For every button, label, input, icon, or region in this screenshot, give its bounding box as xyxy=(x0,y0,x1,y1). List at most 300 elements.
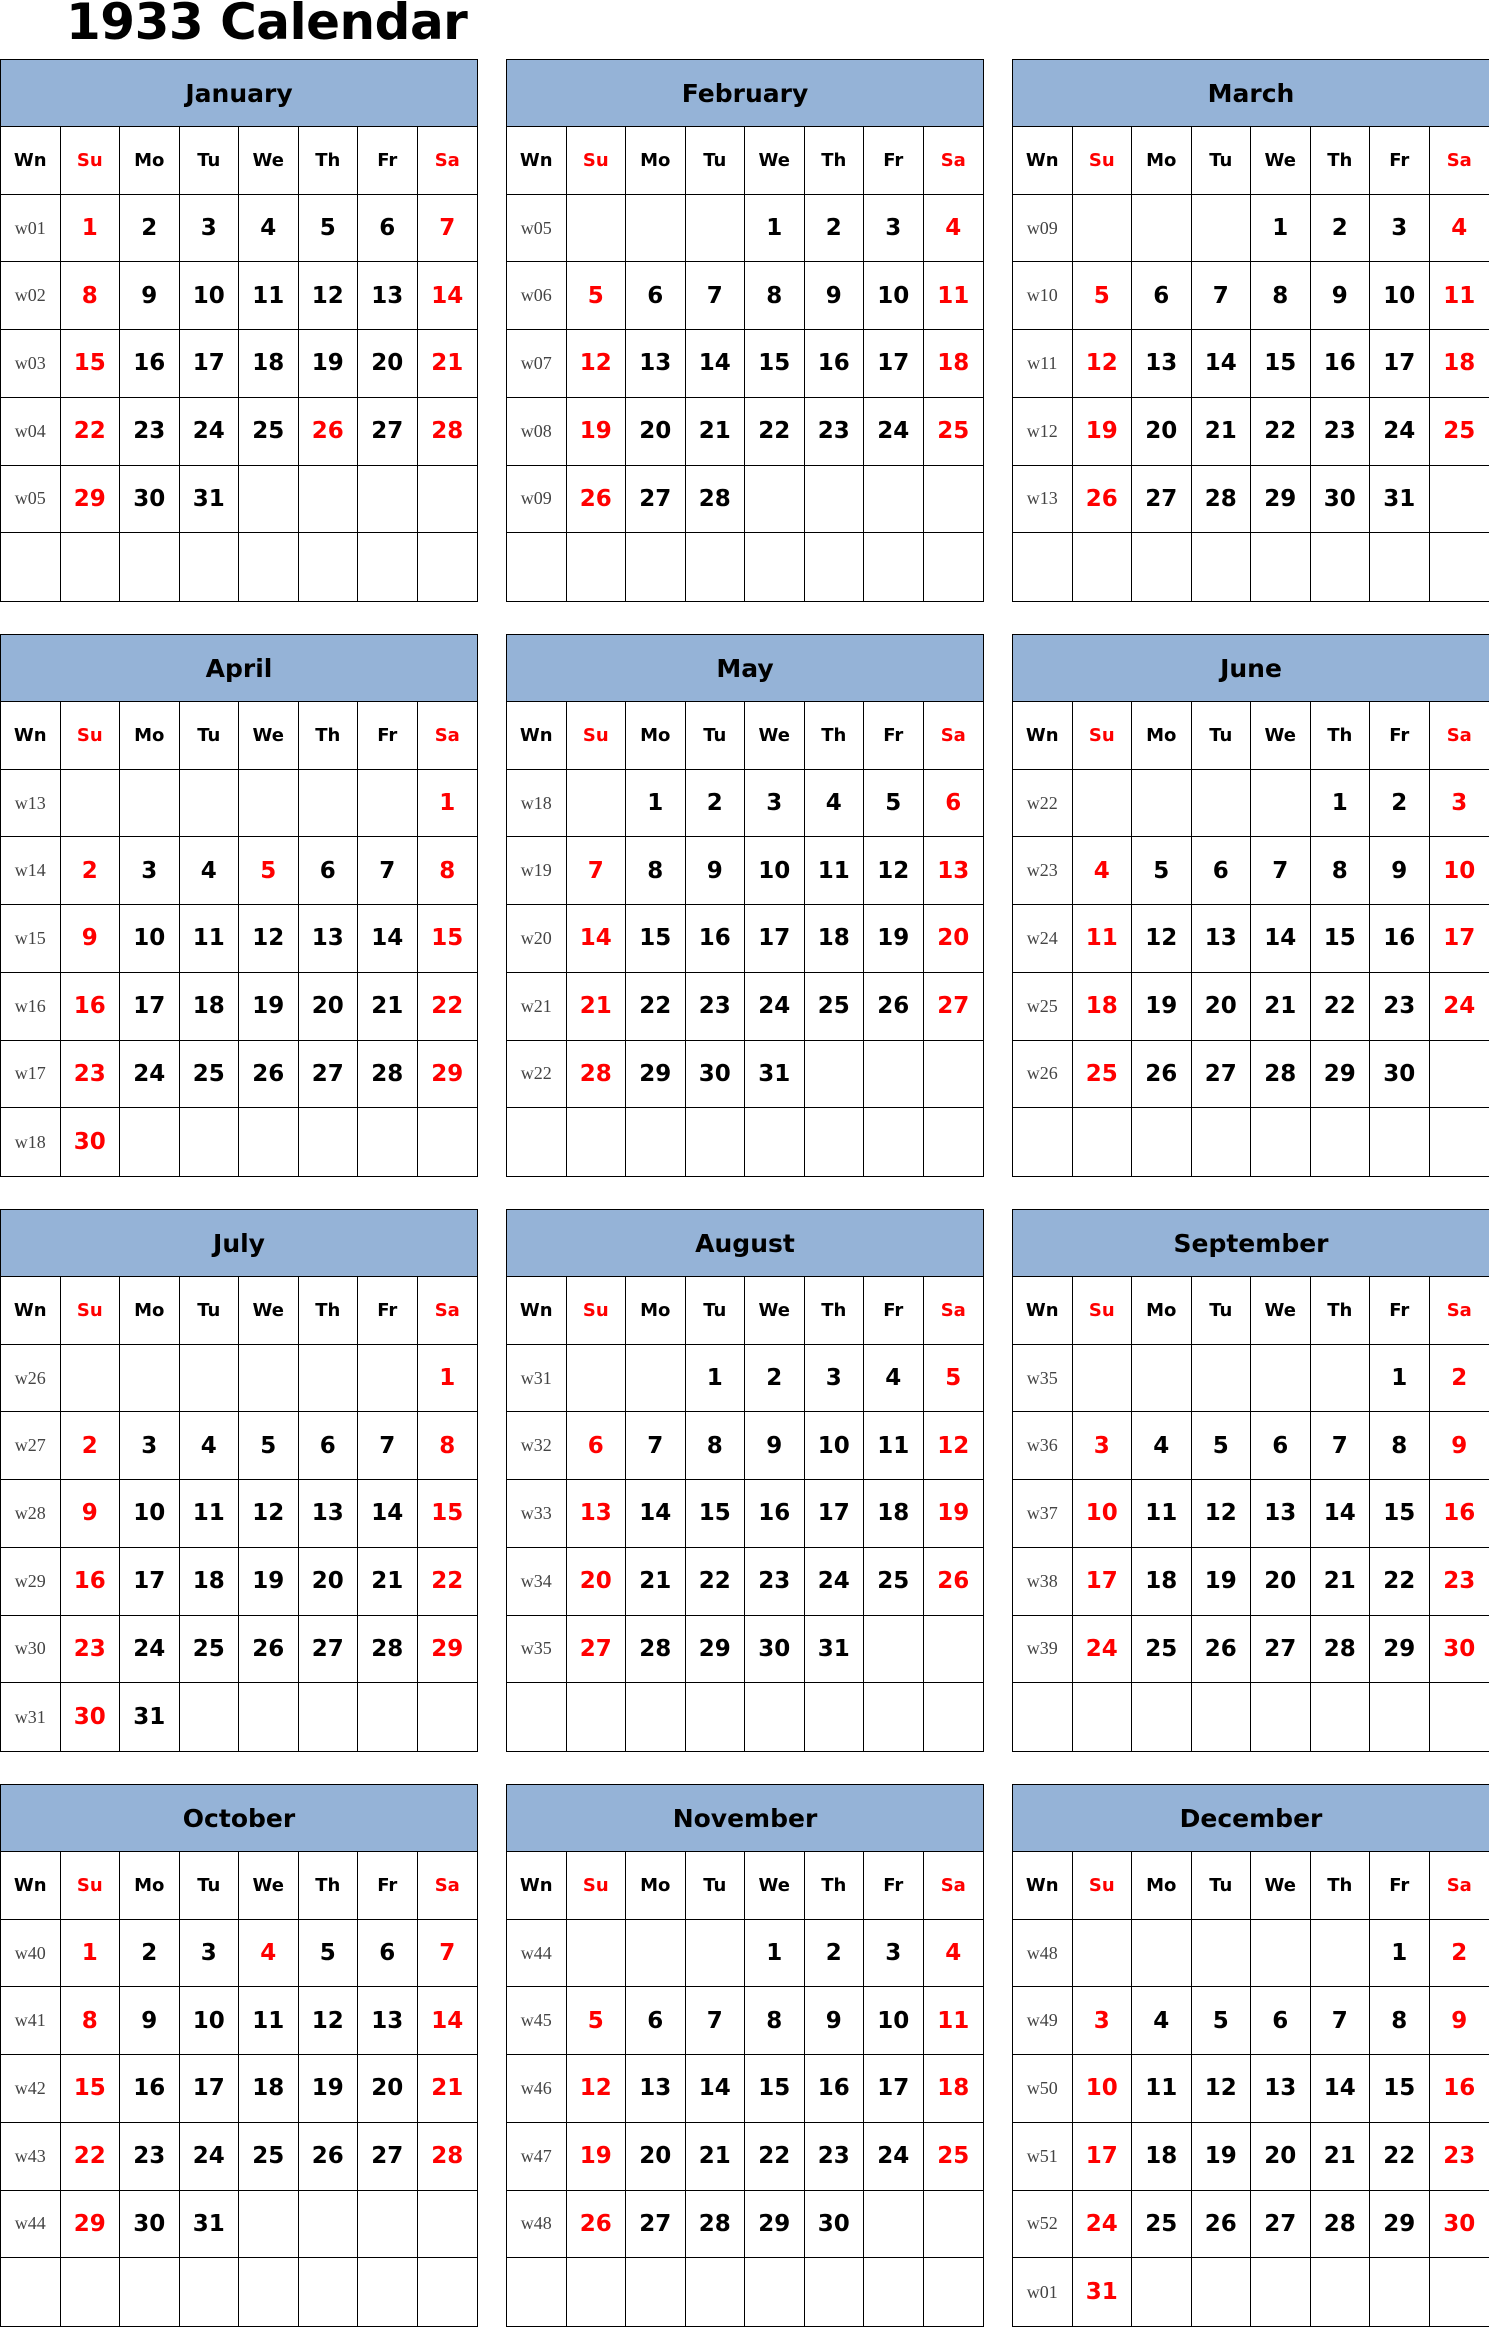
weekday-header: Mo xyxy=(120,1852,180,1920)
empty-cell xyxy=(1251,1920,1311,1988)
week-number: w45 xyxy=(507,1987,567,2055)
week-number: w44 xyxy=(507,1920,567,1988)
day-cell: 14 xyxy=(567,905,627,973)
empty-cell xyxy=(1192,770,1252,838)
day-cell: 24 xyxy=(864,398,924,466)
day-cell: 6 xyxy=(626,262,686,330)
week-number: w35 xyxy=(1013,1345,1073,1413)
day-cell: 30 xyxy=(1311,466,1371,534)
day-cell: 29 xyxy=(1251,466,1311,534)
day-cell: 7 xyxy=(626,1412,686,1480)
day-cell: 8 xyxy=(686,1412,746,1480)
month-title: April xyxy=(1,635,477,702)
day-cell: 22 xyxy=(745,2123,805,2191)
day-cell: 6 xyxy=(1132,262,1192,330)
day-cell: 12 xyxy=(1073,330,1133,398)
empty-cell xyxy=(239,2258,299,2326)
empty-cell xyxy=(1311,1345,1371,1413)
weekday-header: Su xyxy=(567,702,627,770)
empty-cell xyxy=(805,2258,865,2326)
day-cell: 17 xyxy=(745,905,805,973)
day-cell: 18 xyxy=(239,330,299,398)
day-cell: 1 xyxy=(686,1345,746,1413)
day-cell: 30 xyxy=(1430,2191,1489,2259)
empty-cell xyxy=(864,1683,924,1751)
week-number: w18 xyxy=(1,1108,61,1176)
day-cell: 16 xyxy=(1370,905,1430,973)
day-cell: 8 xyxy=(418,1412,478,1480)
week-number: w13 xyxy=(1,770,61,838)
day-cell: 13 xyxy=(1192,905,1252,973)
day-cell: 3 xyxy=(864,195,924,263)
weekday-header: Fr xyxy=(1370,1277,1430,1345)
day-cell: 4 xyxy=(1132,1412,1192,1480)
weekday-header: Tu xyxy=(686,127,746,195)
day-cell: 25 xyxy=(1132,2191,1192,2259)
weekday-header: Th xyxy=(805,1277,865,1345)
month-title: October xyxy=(1,1785,477,1852)
day-cell: 28 xyxy=(567,1041,627,1109)
weekday-header: Fr xyxy=(864,1277,924,1345)
day-cell: 12 xyxy=(239,1480,299,1548)
empty-cell xyxy=(239,770,299,838)
week-number: w10 xyxy=(1013,262,1073,330)
day-cell: 8 xyxy=(1311,837,1371,905)
day-cell: 30 xyxy=(120,2191,180,2259)
day-cell: 9 xyxy=(745,1412,805,1480)
day-cell: 15 xyxy=(418,1480,478,1548)
day-cell: 26 xyxy=(924,1548,984,1616)
page-title: 1933 Calendar xyxy=(66,0,468,51)
day-cell: 6 xyxy=(299,837,359,905)
empty-cell xyxy=(1132,1683,1192,1751)
day-cell: 26 xyxy=(1192,1616,1252,1684)
day-cell: 15 xyxy=(745,2055,805,2123)
day-cell: 18 xyxy=(1132,2123,1192,2191)
month-july xyxy=(0,1209,478,1752)
day-cell: 14 xyxy=(418,262,478,330)
week-number xyxy=(1,2258,61,2326)
weekday-header: We xyxy=(745,1852,805,1920)
week-number xyxy=(507,1683,567,1751)
day-cell: 12 xyxy=(567,330,627,398)
day-cell: 4 xyxy=(1073,837,1133,905)
day-cell: 11 xyxy=(180,1480,240,1548)
week-number: w41 xyxy=(1,1987,61,2055)
weekday-header: Tu xyxy=(686,1852,746,1920)
week-number: w09 xyxy=(507,466,567,534)
week-number: w44 xyxy=(1,2191,61,2259)
empty-cell xyxy=(1311,1108,1371,1176)
day-cell: 11 xyxy=(1132,2055,1192,2123)
empty-cell xyxy=(120,2258,180,2326)
day-cell: 26 xyxy=(1132,1041,1192,1109)
weekday-header: Sa xyxy=(924,127,984,195)
day-cell: 22 xyxy=(61,398,121,466)
day-cell: 4 xyxy=(924,1920,984,1988)
month-days-grid xyxy=(1013,127,1489,601)
day-cell: 14 xyxy=(1311,2055,1371,2123)
day-cell: 4 xyxy=(924,195,984,263)
week-number: w42 xyxy=(1,2055,61,2123)
weekday-header: We xyxy=(1251,1277,1311,1345)
day-cell: 25 xyxy=(180,1041,240,1109)
day-cell: 11 xyxy=(239,1987,299,2055)
empty-cell xyxy=(1073,1345,1133,1413)
day-cell: 31 xyxy=(1370,466,1430,534)
weekday-header: Tu xyxy=(1192,1852,1252,1920)
day-cell: 28 xyxy=(358,1041,418,1109)
day-cell: 6 xyxy=(567,1412,627,1480)
day-cell: 11 xyxy=(239,262,299,330)
day-cell: 2 xyxy=(1311,195,1371,263)
day-cell: 2 xyxy=(805,1920,865,1988)
day-cell: 10 xyxy=(180,262,240,330)
weekday-header: Th xyxy=(1311,127,1371,195)
weekday-header: Tu xyxy=(180,1277,240,1345)
day-cell: 20 xyxy=(358,330,418,398)
day-cell: 24 xyxy=(120,1616,180,1684)
day-cell: 28 xyxy=(1311,1616,1371,1684)
empty-cell xyxy=(180,533,240,601)
day-cell: 24 xyxy=(1073,2191,1133,2259)
weekday-header: Wn xyxy=(1013,1277,1073,1345)
day-cell: 11 xyxy=(864,1412,924,1480)
empty-cell xyxy=(299,466,359,534)
day-cell: 1 xyxy=(745,1920,805,1988)
day-cell: 23 xyxy=(1370,973,1430,1041)
day-cell: 12 xyxy=(299,262,359,330)
day-cell: 3 xyxy=(864,1920,924,1988)
weekday-header: Sa xyxy=(1430,1852,1489,1920)
day-cell: 19 xyxy=(1192,1548,1252,1616)
week-number: w26 xyxy=(1,1345,61,1413)
month-title: July xyxy=(1,1210,477,1277)
week-number: w11 xyxy=(1013,330,1073,398)
weekday-header: We xyxy=(239,1852,299,1920)
day-cell: 26 xyxy=(1192,2191,1252,2259)
empty-cell xyxy=(924,2191,984,2259)
empty-cell xyxy=(924,1683,984,1751)
empty-cell xyxy=(1192,195,1252,263)
empty-cell xyxy=(1251,770,1311,838)
week-number: w50 xyxy=(1013,2055,1073,2123)
day-cell: 21 xyxy=(418,2055,478,2123)
day-cell: 15 xyxy=(745,330,805,398)
day-cell: 8 xyxy=(745,1987,805,2055)
day-cell: 25 xyxy=(1073,1041,1133,1109)
empty-cell xyxy=(626,1683,686,1751)
empty-cell xyxy=(924,1616,984,1684)
day-cell: 23 xyxy=(120,398,180,466)
day-cell: 31 xyxy=(180,2191,240,2259)
empty-cell xyxy=(120,533,180,601)
day-cell: 29 xyxy=(61,2191,121,2259)
empty-cell xyxy=(924,533,984,601)
empty-cell xyxy=(120,1345,180,1413)
month-days-grid xyxy=(507,1277,983,1751)
day-cell: 27 xyxy=(299,1616,359,1684)
day-cell: 16 xyxy=(805,330,865,398)
day-cell: 28 xyxy=(686,2191,746,2259)
day-cell: 31 xyxy=(805,1616,865,1684)
weekday-header: We xyxy=(1251,1852,1311,1920)
day-cell: 22 xyxy=(1251,398,1311,466)
weekday-header: Fr xyxy=(1370,702,1430,770)
weekday-header: Su xyxy=(1073,1277,1133,1345)
day-cell: 1 xyxy=(1370,1920,1430,1988)
day-cell: 17 xyxy=(180,330,240,398)
empty-cell xyxy=(1251,533,1311,601)
weekday-header: Th xyxy=(299,702,359,770)
empty-cell xyxy=(1073,1920,1133,1988)
day-cell: 20 xyxy=(924,905,984,973)
day-cell: 16 xyxy=(686,905,746,973)
empty-cell xyxy=(358,466,418,534)
day-cell: 8 xyxy=(61,1987,121,2055)
day-cell: 18 xyxy=(239,2055,299,2123)
empty-cell xyxy=(299,1345,359,1413)
day-cell: 19 xyxy=(1132,973,1192,1041)
empty-cell xyxy=(61,533,121,601)
empty-cell xyxy=(1430,2258,1489,2326)
weekday-header: Mo xyxy=(1132,702,1192,770)
weekday-header: Su xyxy=(1073,1852,1133,1920)
day-cell: 20 xyxy=(299,973,359,1041)
weekday-header: Th xyxy=(805,702,865,770)
day-cell: 12 xyxy=(924,1412,984,1480)
day-cell: 14 xyxy=(1311,1480,1371,1548)
day-cell: 23 xyxy=(805,2123,865,2191)
empty-cell xyxy=(1073,195,1133,263)
day-cell: 25 xyxy=(180,1616,240,1684)
day-cell: 24 xyxy=(745,973,805,1041)
week-number: w49 xyxy=(1013,1987,1073,2055)
day-cell: 9 xyxy=(805,262,865,330)
weekday-header: Wn xyxy=(1013,702,1073,770)
day-cell: 13 xyxy=(1251,1480,1311,1548)
day-cell: 7 xyxy=(1311,1987,1371,2055)
month-october xyxy=(0,1784,478,2327)
weekday-header: Wn xyxy=(507,1277,567,1345)
day-cell: 13 xyxy=(626,330,686,398)
week-number: w40 xyxy=(1,1920,61,1988)
day-cell: 5 xyxy=(239,1412,299,1480)
day-cell: 24 xyxy=(180,2123,240,2191)
day-cell: 20 xyxy=(626,398,686,466)
day-cell: 17 xyxy=(805,1480,865,1548)
week-number: w22 xyxy=(1013,770,1073,838)
weekday-header: Th xyxy=(805,127,865,195)
day-cell: 4 xyxy=(805,770,865,838)
weekday-header: We xyxy=(745,1277,805,1345)
day-cell: 14 xyxy=(626,1480,686,1548)
weekday-header: Wn xyxy=(507,702,567,770)
day-cell: 1 xyxy=(418,770,478,838)
empty-cell xyxy=(805,1683,865,1751)
day-cell: 11 xyxy=(180,905,240,973)
day-cell: 2 xyxy=(1370,770,1430,838)
day-cell: 7 xyxy=(418,195,478,263)
weekday-header: Tu xyxy=(1192,1277,1252,1345)
day-cell: 19 xyxy=(567,398,627,466)
day-cell: 2 xyxy=(61,1412,121,1480)
weekday-header: We xyxy=(1251,127,1311,195)
day-cell: 26 xyxy=(864,973,924,1041)
weekday-header: Wn xyxy=(1,702,61,770)
weekday-header: Sa xyxy=(418,702,478,770)
day-cell: 1 xyxy=(745,195,805,263)
day-cell: 14 xyxy=(418,1987,478,2055)
empty-cell xyxy=(418,1108,478,1176)
day-cell: 15 xyxy=(1311,905,1371,973)
week-number: w18 xyxy=(507,770,567,838)
weekday-header: Mo xyxy=(1132,1277,1192,1345)
day-cell: 9 xyxy=(805,1987,865,2055)
empty-cell xyxy=(1430,1108,1489,1176)
empty-cell xyxy=(1132,533,1192,601)
day-cell: 13 xyxy=(358,1987,418,2055)
day-cell: 6 xyxy=(299,1412,359,1480)
day-cell: 23 xyxy=(1311,398,1371,466)
day-cell: 15 xyxy=(418,905,478,973)
week-number: w31 xyxy=(1,1683,61,1751)
empty-cell xyxy=(864,2258,924,2326)
day-cell: 21 xyxy=(1251,973,1311,1041)
month-title: August xyxy=(507,1210,983,1277)
day-cell: 31 xyxy=(180,466,240,534)
empty-cell xyxy=(567,1108,627,1176)
day-cell: 30 xyxy=(686,1041,746,1109)
day-cell: 18 xyxy=(864,1480,924,1548)
week-number: w15 xyxy=(1,905,61,973)
weekday-header: Su xyxy=(567,1852,627,1920)
week-number: w06 xyxy=(507,262,567,330)
empty-cell xyxy=(239,1108,299,1176)
day-cell: 28 xyxy=(686,466,746,534)
day-cell: 6 xyxy=(924,770,984,838)
day-cell: 24 xyxy=(1430,973,1489,1041)
day-cell: 21 xyxy=(358,1548,418,1616)
day-cell: 27 xyxy=(1132,466,1192,534)
day-cell: 7 xyxy=(1192,262,1252,330)
day-cell: 26 xyxy=(567,466,627,534)
week-number: w19 xyxy=(507,837,567,905)
day-cell: 1 xyxy=(61,195,121,263)
day-cell: 4 xyxy=(239,195,299,263)
day-cell: 24 xyxy=(120,1041,180,1109)
weekday-header: Wn xyxy=(1,1852,61,1920)
empty-cell xyxy=(299,2258,359,2326)
day-cell: 23 xyxy=(61,1041,121,1109)
empty-cell xyxy=(299,533,359,601)
day-cell: 23 xyxy=(686,973,746,1041)
day-cell: 27 xyxy=(299,1041,359,1109)
day-cell: 20 xyxy=(1132,398,1192,466)
day-cell: 21 xyxy=(358,973,418,1041)
empty-cell xyxy=(1311,1920,1371,1988)
day-cell: 17 xyxy=(1430,905,1489,973)
day-cell: 25 xyxy=(924,398,984,466)
week-number: w04 xyxy=(1,398,61,466)
day-cell: 13 xyxy=(299,1480,359,1548)
month-days-grid xyxy=(1,1852,477,2326)
day-cell: 16 xyxy=(805,2055,865,2123)
day-cell: 10 xyxy=(745,837,805,905)
day-cell: 15 xyxy=(1251,330,1311,398)
empty-cell xyxy=(1132,1345,1192,1413)
empty-cell xyxy=(358,770,418,838)
empty-cell xyxy=(567,533,627,601)
day-cell: 1 xyxy=(1311,770,1371,838)
week-number xyxy=(507,533,567,601)
day-cell: 30 xyxy=(805,2191,865,2259)
day-cell: 29 xyxy=(418,1041,478,1109)
day-cell: 12 xyxy=(1192,2055,1252,2123)
day-cell: 22 xyxy=(686,1548,746,1616)
empty-cell xyxy=(418,1683,478,1751)
day-cell: 26 xyxy=(1073,466,1133,534)
day-cell: 9 xyxy=(1370,837,1430,905)
day-cell: 14 xyxy=(358,905,418,973)
empty-cell xyxy=(61,1345,121,1413)
day-cell: 28 xyxy=(1192,466,1252,534)
week-number: w33 xyxy=(507,1480,567,1548)
day-cell: 17 xyxy=(1073,2123,1133,2191)
weekday-header: Mo xyxy=(1132,1852,1192,1920)
empty-cell xyxy=(864,466,924,534)
week-number xyxy=(1013,1108,1073,1176)
empty-cell xyxy=(745,2258,805,2326)
week-number: w38 xyxy=(1013,1548,1073,1616)
week-number: w35 xyxy=(507,1616,567,1684)
week-number: w37 xyxy=(1013,1480,1073,1548)
month-days-grid xyxy=(507,1852,983,2326)
day-cell: 4 xyxy=(239,1920,299,1988)
day-cell: 10 xyxy=(1073,2055,1133,2123)
day-cell: 10 xyxy=(805,1412,865,1480)
day-cell: 21 xyxy=(1311,2123,1371,2191)
day-cell: 5 xyxy=(1192,1412,1252,1480)
day-cell: 1 xyxy=(1251,195,1311,263)
day-cell: 7 xyxy=(686,262,746,330)
empty-cell xyxy=(180,2258,240,2326)
day-cell: 22 xyxy=(418,1548,478,1616)
day-cell: 22 xyxy=(745,398,805,466)
day-cell: 13 xyxy=(1251,2055,1311,2123)
day-cell: 28 xyxy=(358,1616,418,1684)
month-november xyxy=(506,1784,984,2327)
weekday-header: We xyxy=(239,702,299,770)
day-cell: 13 xyxy=(1132,330,1192,398)
empty-cell xyxy=(299,2191,359,2259)
empty-cell xyxy=(805,1108,865,1176)
weekday-header: Tu xyxy=(180,127,240,195)
empty-cell xyxy=(358,1345,418,1413)
day-cell: 21 xyxy=(686,2123,746,2191)
weekday-header: Th xyxy=(1311,702,1371,770)
weekday-header: Fr xyxy=(358,127,418,195)
day-cell: 27 xyxy=(924,973,984,1041)
day-cell: 16 xyxy=(745,1480,805,1548)
empty-cell xyxy=(626,1345,686,1413)
day-cell: 9 xyxy=(1430,1412,1489,1480)
day-cell: 7 xyxy=(1311,1412,1371,1480)
day-cell: 25 xyxy=(1132,1616,1192,1684)
empty-cell xyxy=(924,1108,984,1176)
month-title: February xyxy=(507,60,983,127)
day-cell: 29 xyxy=(626,1041,686,1109)
